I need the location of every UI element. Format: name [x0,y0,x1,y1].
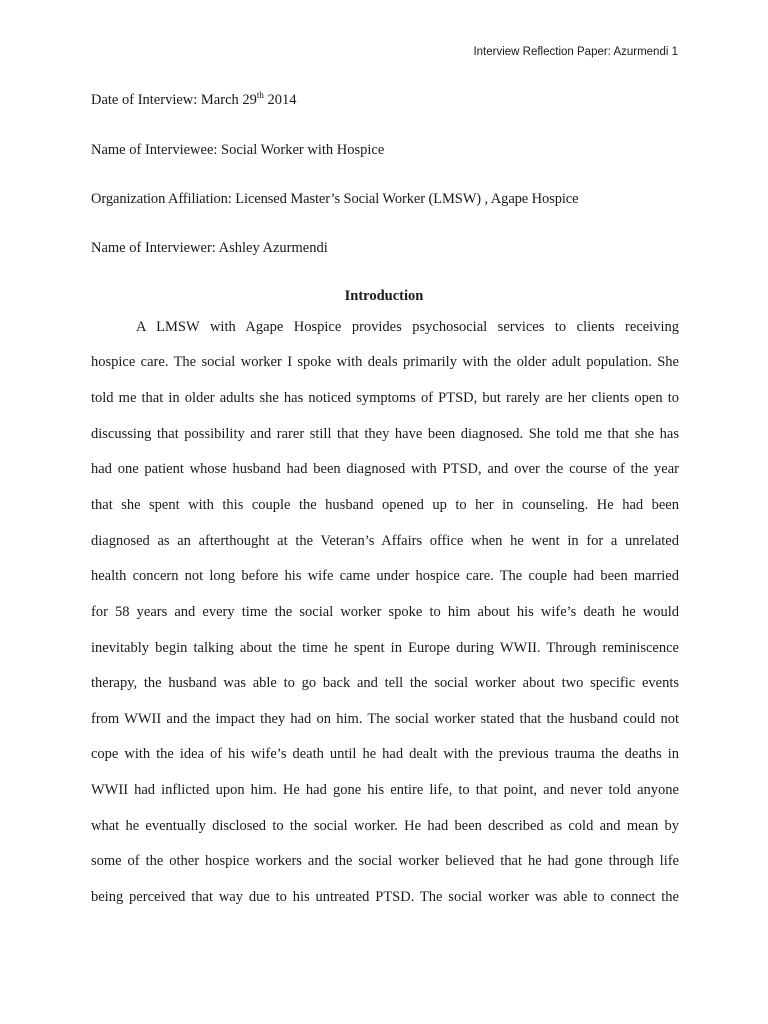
paragraph-line: discussing that possibility and rarer still that they have been diagnosed. She told me that she has [91,426,679,442]
paragraph-line: from WWII and the impact they had on him. The social worker stated that the husband could not [91,711,679,727]
paragraph-line: WWII had inflicted upon him. He had gone his entire life, to that point, and never told anyone [91,782,679,798]
paragraph-line: had one patient whose husband had been diagnosed with PTSD, and over the course of the year [91,461,679,477]
paragraph-line: some of the other hospice workers and the social worker believed that he had gone through life [91,853,679,869]
organization-affiliation: Organization Affiliation: Licensed Master’s Social Worker (LMSW) , Agape Hospice [91,191,579,207]
interview-date [91,92,297,109]
running-header: Interview Reflection Paper: Azurmendi 1 [473,46,678,58]
paragraph-line: told me that in older adults she has noticed symptoms of PTSD, but rarely are her clients open to [91,390,679,406]
paragraph-line: diagnosed as an afterthought at the Veteran’s Affairs office when he went in for a unrelated [91,533,679,549]
paragraph-line: what he eventually disclosed to the social worker. He had been described as cold and mean by [91,818,679,834]
paragraph-line: therapy, the husband was able to go back and tell the social worker about two specific events [91,675,679,691]
interview-date-text: Date of Interview: March 29 [91,92,257,108]
paragraph-line: that she spent with this couple the husband opened up to her in counseling. He had been [91,497,679,513]
paragraph-line: cope with the idea of his wife’s death until he had dealt with the previous trauma the deaths in [91,746,679,762]
interviewee-name: Name of Interviewee: Social Worker with Hospice [91,142,385,158]
paragraph-line: hospice care. The social worker I spoke with deals primarily with the older adult population. She [91,354,679,370]
paragraph-line: for 58 years and every time the social worker spoke to him about his wife’s death he would [91,604,679,620]
paragraph-line: inevitably begin talking about the time he spent in Europe during WWII. Through reminiscence [91,640,679,656]
paragraph-line: being perceived that way due to his untreated PTSD. The social worker was able to connect the [91,889,679,905]
section-heading: Introduction [344,288,424,304]
paragraph-line: A LMSW with Agape Hospice provides psychosocial services to clients receiving [136,319,679,335]
paragraph-line: health concern not long before his wife came under hospice care. The couple had been married [91,568,679,584]
interview-year: 2014 [263,92,297,108]
ordinal-suffix: th [256,90,264,101]
interviewer-name: Name of Interviewer: Ashley Azurmendi [91,240,328,256]
